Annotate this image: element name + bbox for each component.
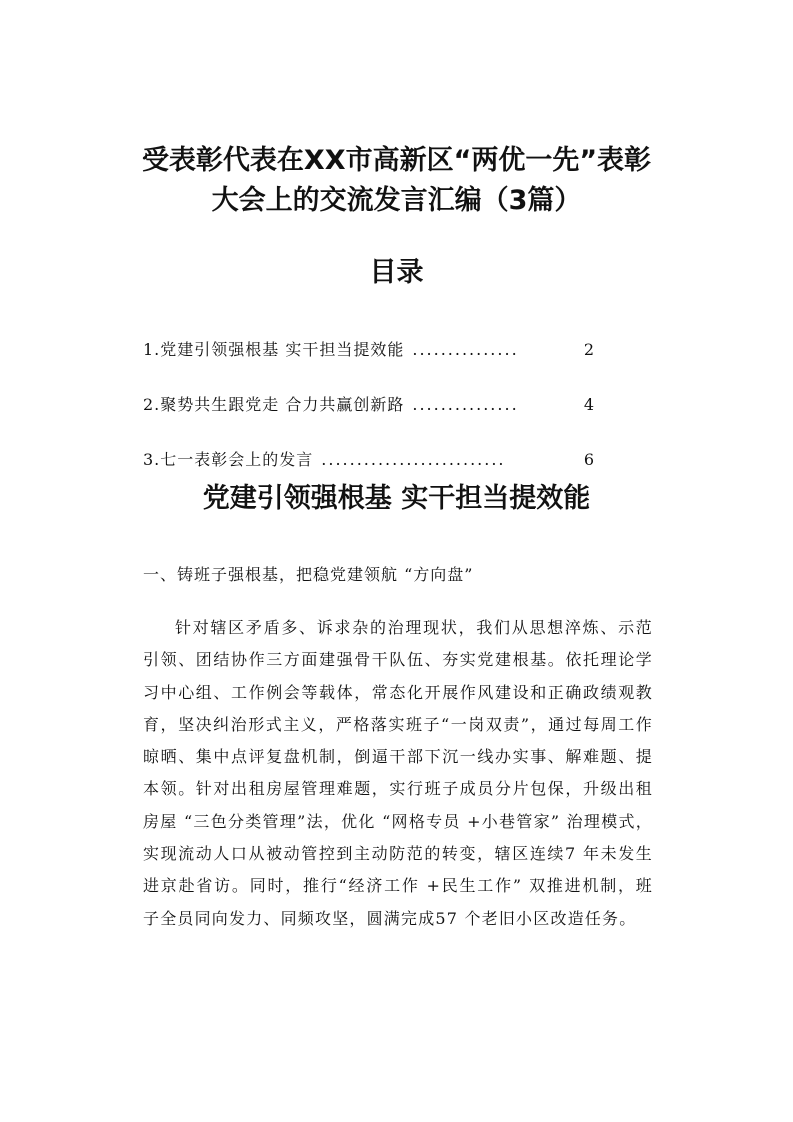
toc-item-label: 2.聚势共生跟党走 合力共赢创新路: [143, 395, 405, 414]
toc-item-label: 3.七一表彰会上的发言: [143, 450, 314, 469]
toc-item-leader: ...............: [412, 395, 519, 414]
toc-item-2[interactable]: [143, 393, 595, 448]
toc-item-label: 1.党建引领强根基 实干担当提效能: [143, 340, 405, 359]
body-paragraph: 针对辖区矛盾多、诉求杂的治理现状，我们从思想淬炼、示范引领、团结协作三方面建强骨干队伍、夯实党建根基。依托理论学习中心组、工作例会等载体，常态化开展作风建设和正确政绩观教育，坚决纠治形式主义，严格落实班子“一岗双责”，通过每周工作晾晒、集中点评复盘机制，倒逼干部下沉一线办实事、解难题、提本领。针对出租房屋管理难题，实行班子成员分片包保，升级出租房屋 “三色分类管理”法，优化 “网格专员 +小巷管家” 治理模式，实现流动人口从被动管控到主动防范的转变，辖区连续7 年未发生进京赴省访。同时，推行“经济工作 +民生工作” 双推进机制，班子全员同向发力、同频攻坚，圆满完成57 个老旧小区改造任务。: [143, 618, 653, 928]
document-title-line-2: 大会上的交流发言汇编（3篇）: [211, 185, 582, 216]
section-title: 党建引领强根基 实干担当提效能: [202, 483, 591, 514]
toc-heading: 目录: [369, 257, 424, 288]
toc-item-page: 6: [583, 450, 595, 469]
document-title-line-1: 受表彰代表在XX市高新区“两优一先”表彰: [141, 145, 652, 176]
toc-item-1[interactable]: [143, 338, 595, 393]
section-subheading: 一、铸班子强根基，把稳党建领航 “方向盘”: [143, 565, 474, 584]
toc-item-leader: ...............: [412, 340, 519, 359]
toc-item-page: 2: [583, 340, 595, 359]
toc-item-leader: ..........................: [321, 450, 506, 469]
table-of-contents: [143, 338, 595, 503]
toc-item-page: 4: [583, 395, 595, 414]
